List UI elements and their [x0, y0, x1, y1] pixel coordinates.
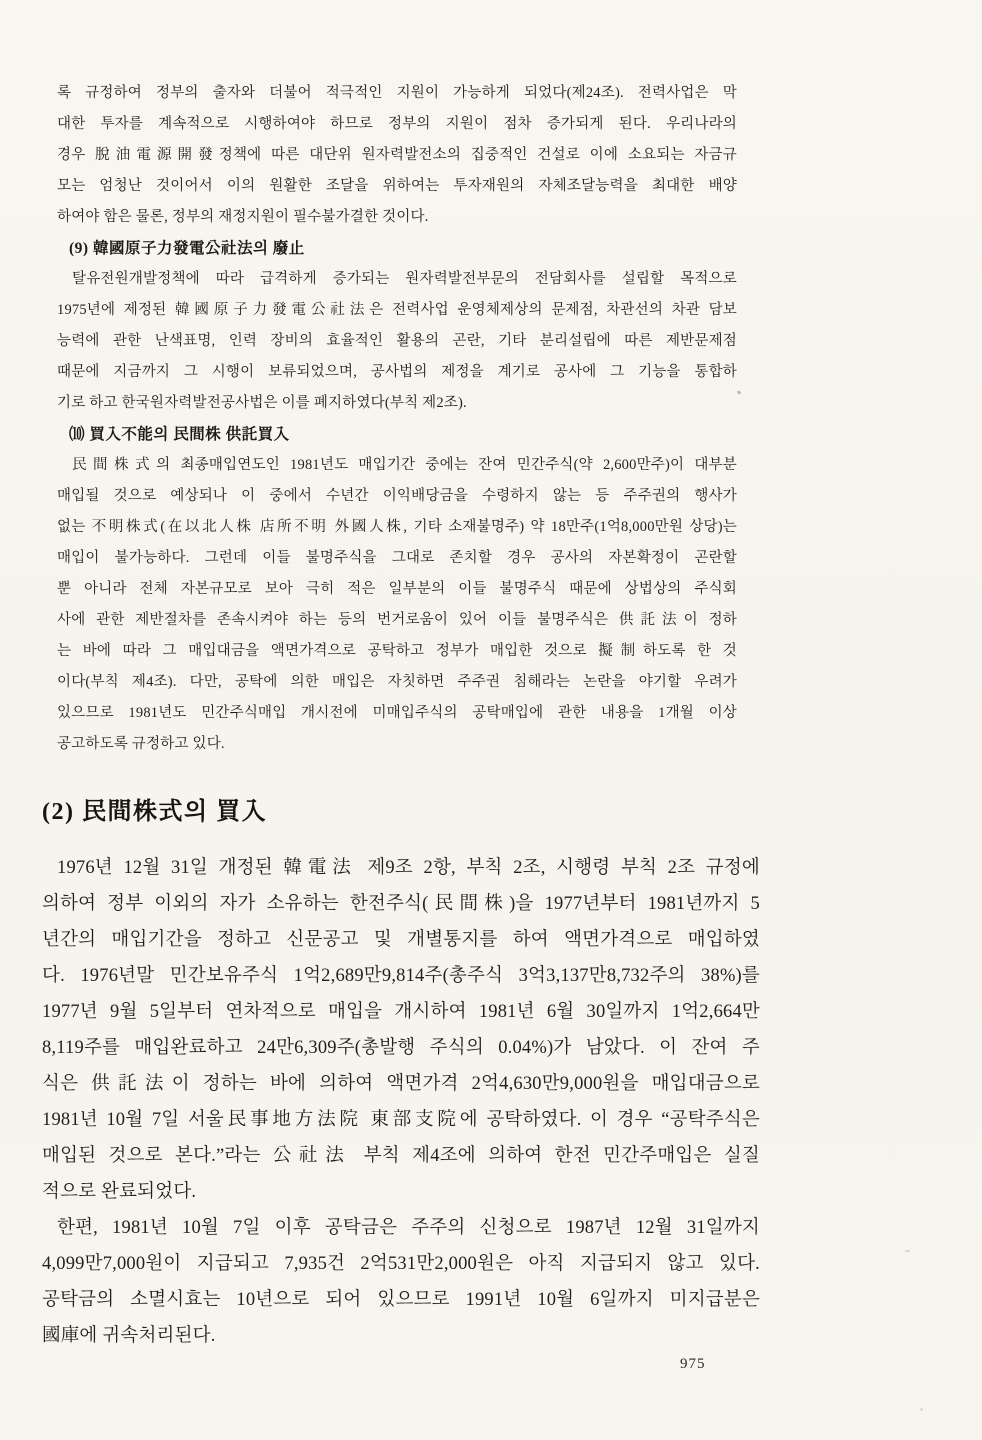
- text-line: 적으로 완료되었다.: [42, 1182, 197, 1202]
- text-line: 뿐 아니라 전체 자본규모로 보아 극히 적은 일부분의 이들 불명주식 때문에 상법상의 주식회: [57, 581, 737, 597]
- text-line: 공고하도록 규정하고 있다.: [57, 736, 225, 752]
- text-line: 1977년 9월 5일부터 연차적으로 매입을 개시하여 1981년 6월 30일까지 1억2,664만: [42, 1002, 760, 1022]
- text-line: 때문에 지금까지 그 시행이 보류되었으며, 공사법의 제정을 계기로 공사에 그 기능을 통합하: [57, 364, 737, 380]
- text-line: 한편, 1981년 10월 7일 이후 공탁금은 주주의 신청으로 1987년 12월 31일까지: [57, 1218, 760, 1238]
- paragraph: [42, 1210, 760, 1354]
- text-line: 식은 供託法이 정하는 바에 의하여 액면가격 2억4,630만9,000원을 매입대금으로: [42, 1074, 760, 1094]
- paragraph: [57, 450, 737, 760]
- text-line: 매입된 것으로 본다.”라는 公社法 부칙 제4조에 의하여 한전 민간주매입은 실질: [42, 1146, 760, 1166]
- page-number: 975: [680, 1356, 706, 1372]
- subsection-heading: (9) 韓國原子力發電公社法의 廢止: [69, 240, 305, 257]
- text-line: 는 바에 따라 그 매입대금을 액면가격으로 공탁하고 정부가 매입한 것으로 擬制하도록 한 것: [57, 643, 737, 659]
- text-line: 없는 不明株式(在以北人株 店所不明 外國人株, 기타 소재불명주) 약 18만주(1억8,000만원 상당)는: [57, 519, 737, 535]
- text-line: 이다(부칙 제4조). 다만, 공탁에 의한 매입은 자칫하면 주주권 침해라는 논란을 야기할 우려가: [57, 674, 737, 690]
- text-line: 8,119주를 매입완료하고 24만6,309주(총발행 주식의 0.04%)가 남았다. 이 잔여 주: [42, 1038, 760, 1058]
- text-line: 기로 하고 한국원자력발전공사법은 이를 폐지하였다(부칙 제2조).: [57, 395, 467, 411]
- text-line: 탈유전원개발정책에 따라 급격하게 증가되는 원자력발전부문의 전담회사를 설립할 목적으로: [72, 271, 737, 287]
- text-line: 하여야 함은 물론, 정부의 재정지원이 필수불가결한 것이다.: [57, 209, 429, 225]
- text-line: 모는 엄청난 것이어서 이의 원활한 조달을 위하여는 투자재원의 자체조달능력을 최대한 배양: [57, 178, 737, 194]
- text-line: 1976년 12월 31일 개정된 韓電法 제9조 2항, 부칙 2조, 시행령 부칙 2조 규정에: [57, 858, 760, 878]
- scan-speck: [905, 1250, 910, 1252]
- text-line: 國庫에 귀속처리된다.: [42, 1326, 216, 1346]
- text-line: 다. 1976년말 민간보유주식 1억2,689만9,814주(총주식 3억3,137만8,732주의 38%)를: [42, 966, 760, 986]
- text-column: [42, 78, 760, 1354]
- text-line: 4,099만7,000원이 지급되고 7,935건 2억531만2,000원은 아직 지급되지 않고 있다.: [42, 1254, 760, 1274]
- text-line: 공탁금의 소멸시효는 10년으로 되어 있으므로 1991년 10월 6일까지 미지급분은: [42, 1290, 760, 1310]
- text-line: 능력에 관한 난색표명, 인력 장비의 효율적인 활용의 곤란, 기타 분리설립에 따른 제반문제점: [57, 333, 737, 349]
- text-line: 의하여 정부 이외의 자가 소유하는 한전주식(民間株)을 1977년부터 1981년까지 5: [42, 894, 760, 914]
- subsection-heading: ⑽ 買入不能의 民間株 供託買入: [69, 426, 290, 443]
- text-line: 경우 脫油電源開發정책에 따른 대단위 원자력발전소의 집중적인 건설로 이에 소요되는 자금규: [57, 147, 737, 163]
- text-line: 대한 투자를 계속적으로 시행하여야 하므로 정부의 지원이 점차 증가되게 된다. 우리나라의: [57, 116, 737, 132]
- section-heading: (2) 民間株式의 買入: [42, 799, 268, 825]
- paragraph: [57, 78, 737, 233]
- text-line: 民間株式의 최종매입연도인 1981년도 매입기간 중에는 잔여 민간주식(약 2,600만주)이 대부분: [72, 457, 737, 473]
- text-line: 1975년에 제정된 韓國原子力發電公社法은 전력사업 운영체제상의 문제점, 차관선의 차관 담보: [57, 302, 737, 318]
- text-line: 1981년 10월 7일 서울民事地方法院 東部支院에 공탁하였다. 이 경우 “공탁주식은: [42, 1110, 760, 1130]
- paragraph: [42, 850, 760, 1210]
- text-line: 매입될 것으로 예상되나 이 중에서 수년간 이익배당금을 수령하지 않는 등 주주권의 행사가: [57, 488, 737, 504]
- text-line: 매입이 불가능하다. 그런데 이들 불명주식을 그대로 존치할 경우 공사의 자본확정이 곤란할: [57, 550, 737, 566]
- scan-speck: [737, 390, 742, 395]
- scan-speck: [920, 1408, 923, 1411]
- text-line: 사에 관한 제반절차를 존속시켜야 하는 등의 번거로움이 있어 이들 불명주식은 供託法이 정하: [57, 612, 737, 628]
- text-line: 년간의 매입기간을 정하고 신문공고 및 개별통지를 하여 액면가격으로 매입하였: [42, 930, 760, 950]
- text-line: 있으므로 1981년도 민간주식매입 개시전에 미매입주식의 공탁매입에 관한 내용을 1개월 이상: [57, 705, 737, 721]
- text-line: 록 규정하여 정부의 출자와 더불어 적극적인 지원이 가능하게 되었다(제24조). 전력사업은 막: [57, 85, 737, 101]
- paragraph: [57, 264, 737, 419]
